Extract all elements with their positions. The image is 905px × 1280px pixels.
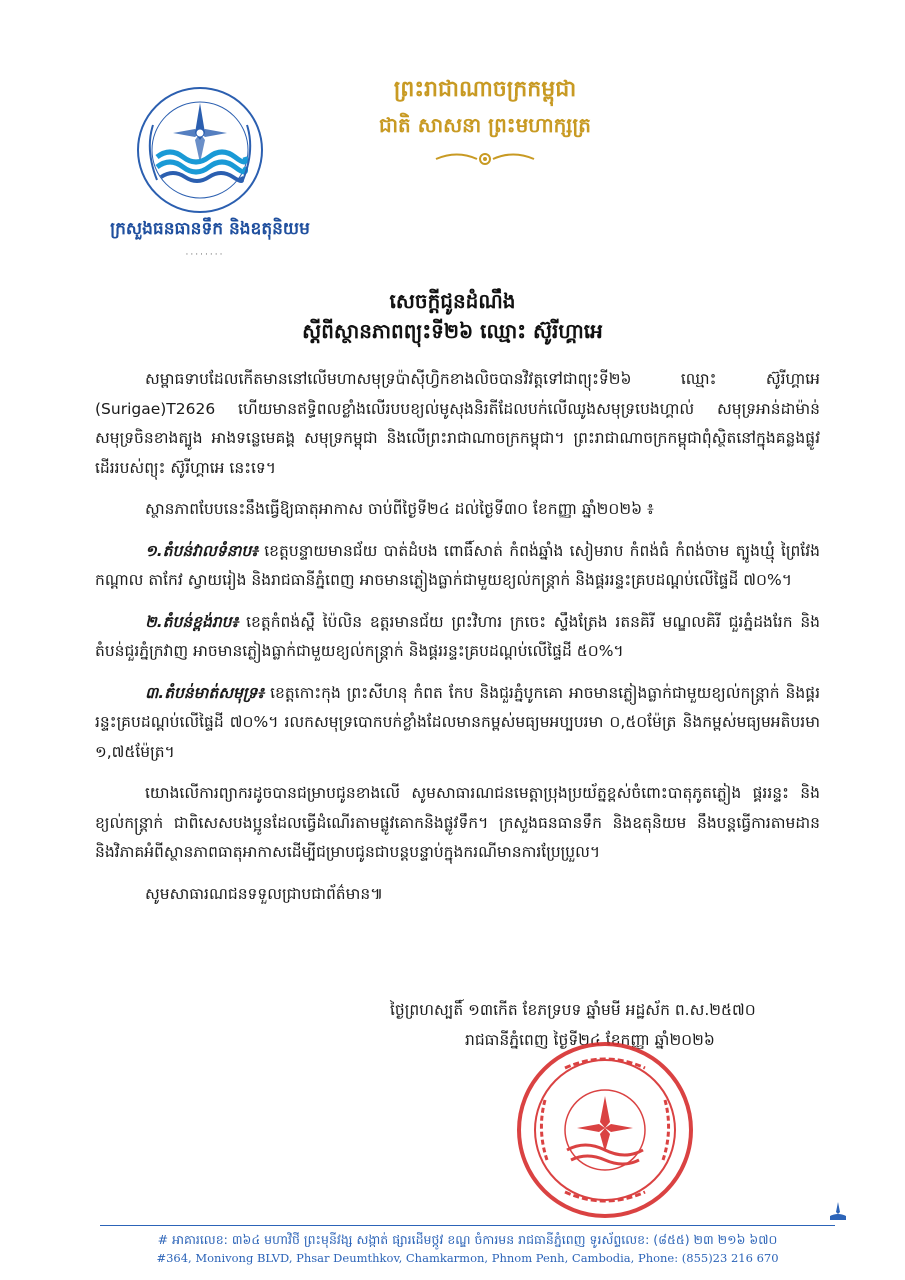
footer-address-english: #364, Monivong BLVD, Phsar Deumthkov, Chamkarmon, Phnom Penh, Cambodia, Phone: (855)23 216 670 [156, 1251, 779, 1265]
footer-divider [100, 1225, 835, 1226]
paragraph-area-lowland [95, 537, 820, 596]
notice-body [95, 365, 820, 921]
lunar-date: ថ្ងៃព្រហស្បតិ៍ ១៣កើត ខែភទ្របទ ឆ្នាំមមី អដ្ឋស័ក ព.ស.២៥៧០ [390, 1001, 756, 1019]
area-lowland-heading: ១.តំបន់វាលទំនាប៖ [145, 541, 258, 560]
ornament-divider-icon [432, 148, 538, 170]
place-date: រាជធានីភ្នំពេញ ថ្ងៃទី២៤ ខែកញ្ញា ឆ្នាំ២០២៦ [465, 1031, 715, 1049]
paragraph-area-plateau [95, 608, 820, 667]
ministry-name: ក្រសួងធនធានទឹក និងឧតុនិយម [110, 219, 310, 239]
area-plateau-text: ខេត្តកំពង់ស្ពឺ ប៉ៃលិន ឧត្តរមានជ័យ ព្រះវិហារ ក្រចេះ ស្ទឹងត្រែង រតនគិរី មណ្ឌលគិរី ជួរភ្នំដងរែក និងតំបន់ជួរភ្នំក្រវាញ អាចមានភ្លៀងធ្លាក់ជាមួយខ្យល់កន្ត្រាក់ និងផ្គររន្ទះគ្របដណ្តប់លើផ្ទៃដី ៥០%។ [95, 612, 820, 660]
notice-subtitle: ស្តីពីស្ថានភាពព្យុះទី២៦ ឈ្មោះ ស៊ូរីហ្គាអេ [302, 319, 603, 343]
paragraph-area-coastal [95, 679, 820, 768]
kingdom-title: ព្រះរាជាណាចក្រកម្ពុជា [393, 76, 577, 102]
paragraph-intro: សម្ពាធទាបដែលកើតមាននៅលើមហាសមុទ្រប៉ាស៊ីហ្វិកខាងលិចបានវិវត្តទៅជាព្យុះទី២៦ ឈ្មោះ ស៊ូរីហ្គាអេ (Surigae)T2626 ហើយមានឥទ្ធិពលខ្លាំងលើរបបខ្យល់មូសុងនិរតីដែលបក់លើឈូងសមុទ្របេងហ្គាល់ សមុទ្រអាន់ដាម៉ាន់ សមុទ្រចិនខាងត្បូង អាងទន្លេមេគង្គ សមុទ្រកម្ពុជា និងលើព្រះរាជាណាចក្រកម្ពុជា។ ព្រះរាជាណាចក្រកម្ពុជាពុំស្ថិតនៅក្នុងគន្លងផ្លូវដើររបស់ព្យុះ ស៊ូរីហ្គាអេ នេះទេ។ [95, 370, 820, 477]
area-coastal-heading: ៣.តំបន់មាត់សមុទ្រ៖ [145, 683, 265, 702]
national-motto: ជាតិ សាសនា ព្រះមហាក្សត្រ [379, 113, 591, 137]
footer-emblem-icon [826, 1200, 850, 1224]
area-plateau-heading: ២.តំបន់ខ្ពង់រាប៖ [145, 612, 239, 631]
area-coastal-text: ខេត្តកោះកុង ព្រះសីហនុ កំពត កែប និងជួរភ្នំបូកគោ អាចមានភ្លៀងធ្លាក់ជាមួយខ្យល់កន្ត្រាក់ និងផ្គររន្ទះគ្របដណ្តប់លើផ្ទៃដី ៧០%។ រលកសមុទ្របោកបក់ខ្លាំងដែលមានកម្ពស់មធ្យមអប្បបរមា ០,៥០ម៉ែត្រ និងកម្ពស់មធ្យមអតិបរមា ១,៧៥ម៉ែត្រ។ [95, 683, 820, 761]
ministry-logo-icon [135, 85, 265, 215]
footer-address-khmer: # អាគារលេខ: ៣៦៤ មហាវិថី ព្រះមុនីវង្ស សង្កាត់ ផ្សារដើមថ្កូវ ខណ្ឌ ចំការមន រាជធានីភ្នំពេញ ទូរស័ព្ទលេខ: (៨៥៥) ២៣ ២១៦ ៦៧០ [157, 1232, 778, 1247]
ornament-dots: ········ [185, 250, 225, 260]
official-seal-icon [515, 1040, 695, 1220]
area-lowland-text: ខេត្តបន្ទាយមានជ័យ បាត់ដំបង ពោធិ៍សាត់ កំពង់ឆ្នាំង សៀមរាប កំពង់ធំ កំពង់ចាម ត្បូងឃ្មុំ ព្រៃវែង កណ្តាល តាកែវ ស្វាយរៀង និងរាជធានីភ្នំពេញ អាចមានភ្លៀងធ្លាក់ជាមួយខ្យល់កន្ត្រាក់ និងផ្គររន្ទះគ្របដណ្តប់លើផ្ទៃដី ៧០%។ [95, 541, 820, 589]
paragraph-forecast-period: ស្ថានភាពបែបនេះនឹងធ្វើឱ្យធាតុអាកាស ចាប់ពីថ្ងៃទី២៤ ដល់ថ្ងៃទី៣០ ខែកញ្ញា ឆ្នាំ២០២៦ ៖ [145, 500, 654, 518]
paragraph-advice: យោងលើការព្យាករដូចបានជម្រាបជូនខាងលើ សូមសាធារណជនមេត្តាប្រុងប្រយ័ត្នខ្ពស់ចំពោះបាតុភូតភ្លៀង ផ្គររន្ទះ និងខ្យល់កន្ត្រាក់ ជាពិសេសបងប្អូនដែលធ្វើដំណើរតាមផ្លូវគោកនិងផ្លូវទឹក។ ក្រសួងធនធានទឹក និងឧតុនិយម នឹងបន្តធ្វើការតាមដាន និងវិភាគអំពីស្ថានភាពធាតុអាកាសដើម្បីជម្រាបជូនជាបន្តបន្ទាប់ក្នុងករណីមានការប្រែប្រួល។ [95, 784, 820, 861]
paragraph-closing: សូមសាធារណជនទទួលជ្រាបជាព័ត៌មាន៕ [145, 884, 384, 903]
notice-title: សេចក្តីជូនដំណឹង [389, 289, 516, 313]
